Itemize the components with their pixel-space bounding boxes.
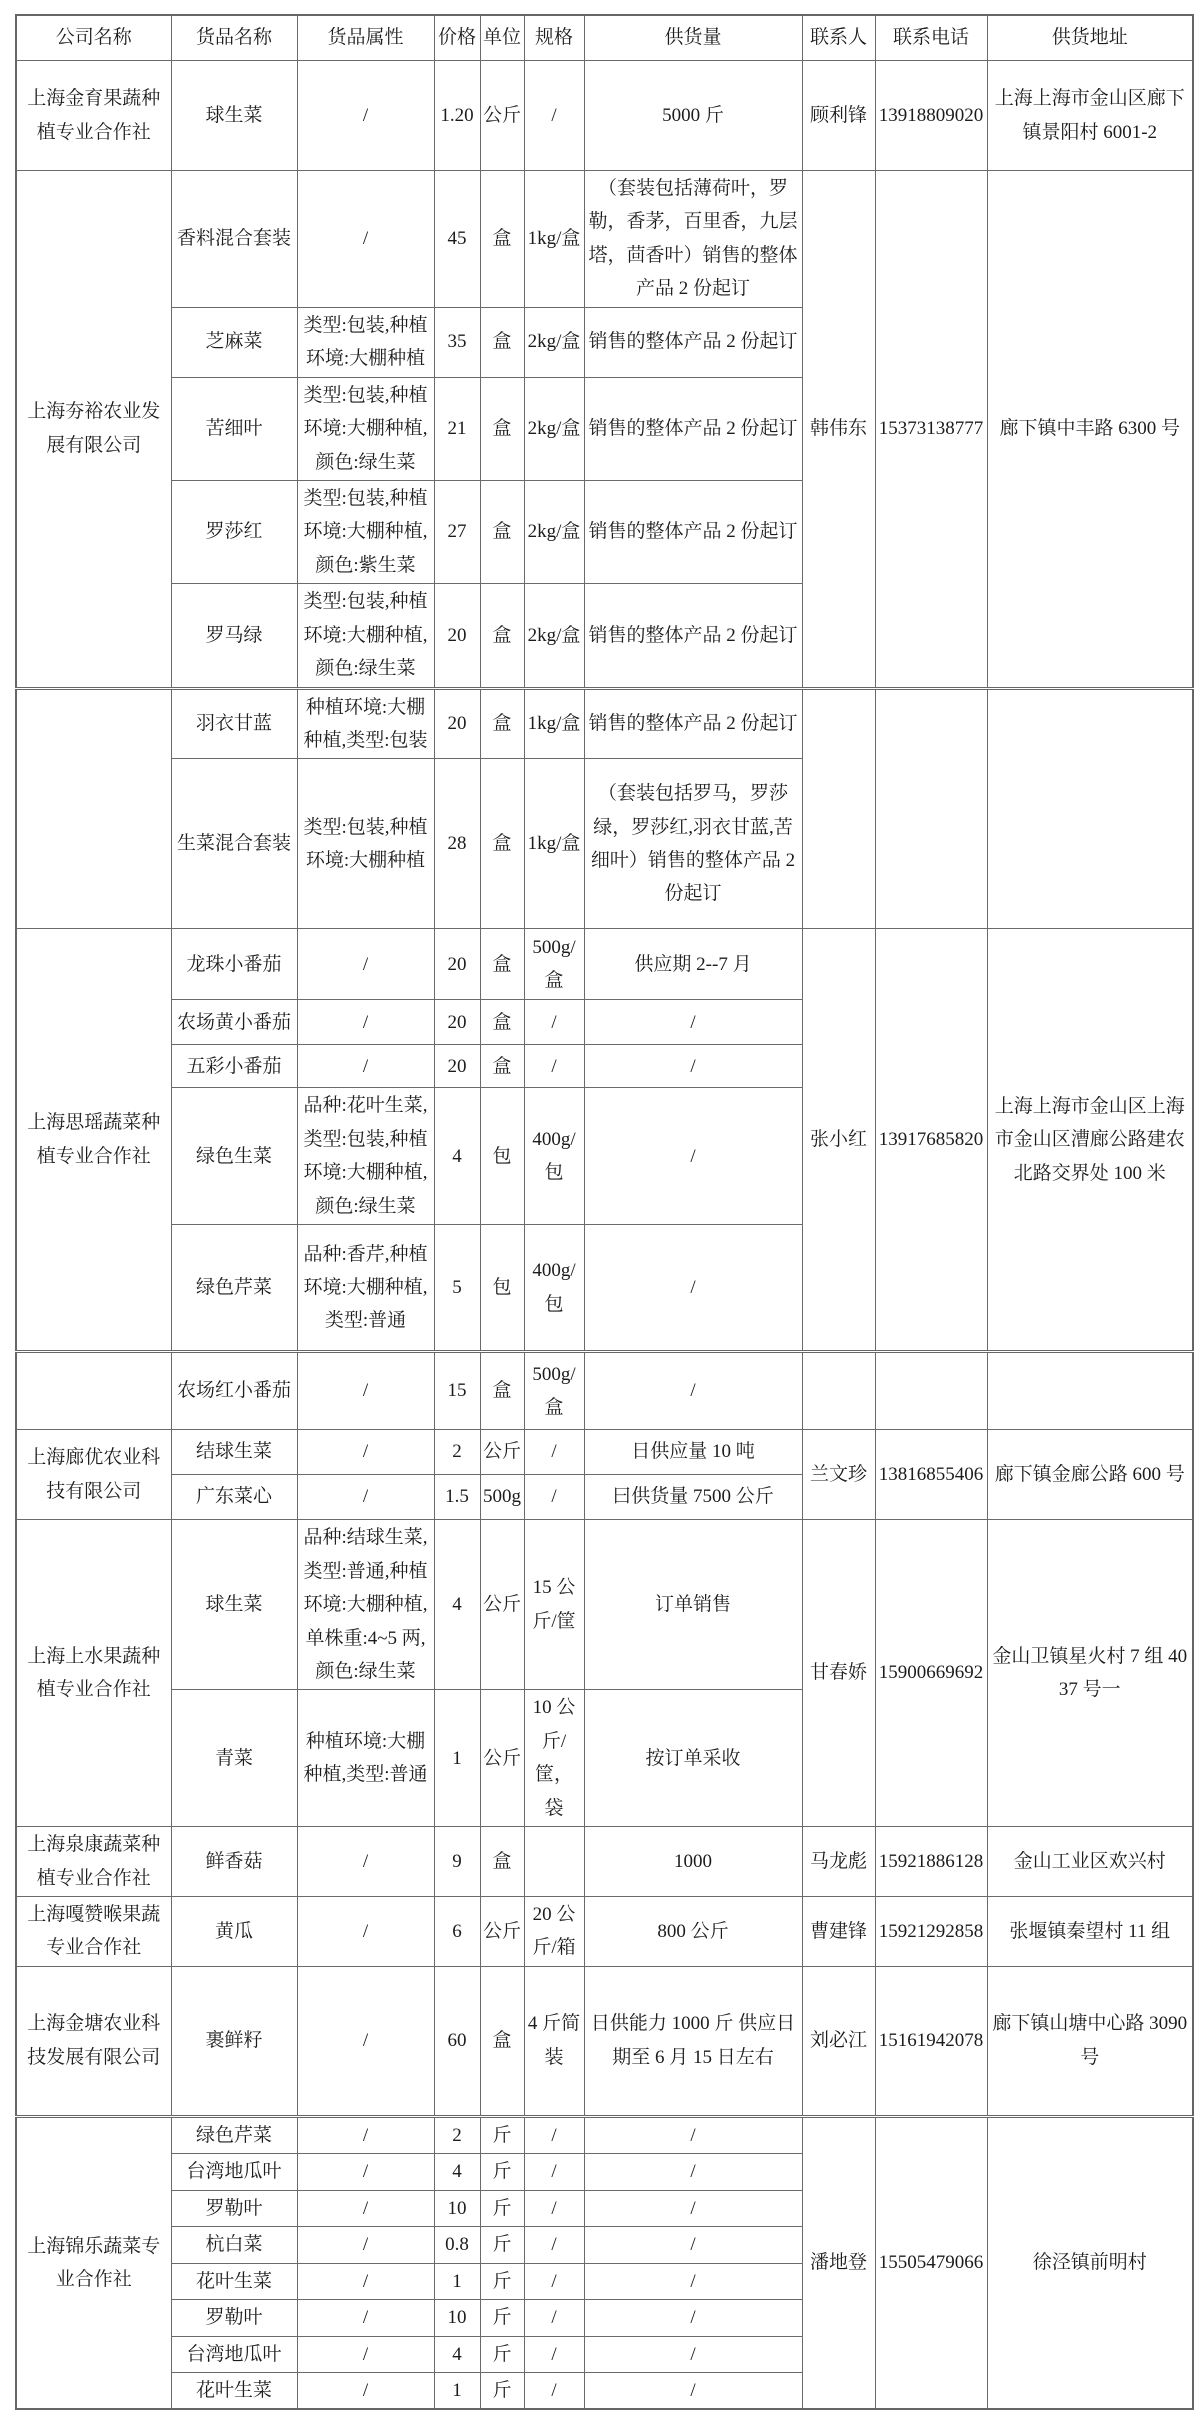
contact-person-cell: 马龙彪 (802, 1827, 875, 1897)
unit-cell: 斤 (480, 2227, 524, 2263)
supply-address-cell: 廊下镇山塘中心路 3090 号 (987, 1966, 1193, 2116)
supply-cell: / (584, 1352, 802, 1430)
header-row (16, 15, 1193, 61)
company-name-cell: 上海金育果蔬种植专业合作社 (16, 61, 171, 171)
unit-cell: 公斤 (480, 1690, 524, 1827)
spec-cell: 500g/盒 (524, 1352, 584, 1430)
product-attrs-cell: / (297, 929, 434, 1000)
product-name-cell: 香料混合套装 (171, 171, 297, 308)
unit-cell: 盒 (480, 929, 524, 1000)
product-name-cell: 绿色生菜 (171, 1088, 297, 1225)
spec-cell: 2kg/盒 (524, 377, 584, 480)
unit-cell: 盒 (480, 759, 524, 929)
product-attrs-cell: / (297, 2154, 434, 2190)
spec-cell: 400g/包 (524, 1088, 584, 1225)
price-cell: 9 (434, 1827, 480, 1897)
price-cell: 20 (434, 1000, 480, 1045)
product-attrs-cell: / (297, 61, 434, 171)
product-attrs-cell: 品种:香芹,种植环境:大棚种植,类型:普通 (297, 1225, 434, 1352)
price-cell: 20 (434, 929, 480, 1000)
supplier-table (15, 14, 1194, 2410)
company-name-cell (16, 688, 171, 929)
product-name-cell: 球生菜 (171, 1520, 297, 1690)
supply-cell: 日供能力 1000 斤 供应日期至 6 月 15 日左右 (584, 1966, 802, 2116)
supply-cell: 日供应量 10 吨 (584, 1430, 802, 1475)
contact-phone-cell: 13918809020 (875, 61, 987, 171)
price-cell: 60 (434, 1966, 480, 2116)
product-name-cell: 广东菜心 (171, 1475, 297, 1520)
unit-cell: 斤 (480, 2336, 524, 2372)
product-attrs-cell: 品种:结球生菜,类型:普通,种植环境:大棚种植,单株重:4~5 两,颜色:绿生菜 (297, 1520, 434, 1690)
product-name-cell: 苦细叶 (171, 377, 297, 480)
spec-cell: 2kg/盒 (524, 307, 584, 377)
product-name-cell: 农场黄小番茄 (171, 1000, 297, 1045)
unit-cell: 盒 (480, 377, 524, 480)
column-header: 联系电话 (875, 15, 987, 61)
spec-cell: / (524, 2190, 584, 2226)
product-attrs-cell: / (297, 2190, 434, 2226)
price-cell: 1 (434, 1690, 480, 1827)
product-name-cell: 罗莎红 (171, 480, 297, 583)
product-name-cell: 花叶生菜 (171, 2372, 297, 2409)
supplier-table-container (15, 14, 1188, 2410)
spec-cell: / (524, 2263, 584, 2299)
unit-cell: 斤 (480, 2190, 524, 2226)
contact-person-cell: 兰文珍 (802, 1430, 875, 1520)
price-cell: 4 (434, 2336, 480, 2372)
product-name-cell: 生菜混合套装 (171, 759, 297, 929)
spec-cell: / (524, 1000, 584, 1045)
company-name-cell: 上海夯裕农业发展有限公司 (16, 171, 171, 689)
product-attrs-cell: / (297, 1827, 434, 1897)
supply-cell: / (584, 2336, 802, 2372)
spec-cell: 1kg/盒 (524, 759, 584, 929)
product-attrs-cell: / (297, 2116, 434, 2153)
supply-address-cell: 金山卫镇星火村 7 组 4037 号一 (987, 1520, 1193, 1827)
product-name-cell: 绿色芹菜 (171, 1225, 297, 1352)
unit-cell: 盒 (480, 688, 524, 759)
contact-person-cell (802, 1352, 875, 1430)
product-name-cell: 台湾地瓜叶 (171, 2336, 297, 2372)
spec-cell: 2kg/盒 (524, 480, 584, 583)
unit-cell: 盒 (480, 171, 524, 308)
price-cell: 1 (434, 2372, 480, 2409)
product-attrs-cell: / (297, 171, 434, 308)
product-name-cell: 龙珠小番茄 (171, 929, 297, 1000)
contact-phone-cell: 13816855406 (875, 1430, 987, 1520)
spec-cell: / (524, 2372, 584, 2409)
supply-address-cell: 上海上海市金山区上海市金山区漕廊公路建农北路交界处 100 米 (987, 929, 1193, 1352)
price-cell: 1.5 (434, 1475, 480, 1520)
price-cell: 4 (434, 1520, 480, 1690)
product-attrs-cell: / (297, 1966, 434, 2116)
supply-cell: （套装包括罗马，罗莎绿，罗莎红,羽衣甘蓝,苦细叶）销售的整体产品 2 份起订 (584, 759, 802, 929)
supply-cell: 曰供货量 7500 公斤 (584, 1475, 802, 1520)
supply-address-cell: 张堰镇秦望村 11 组 (987, 1897, 1193, 1967)
supply-address-cell: 廊下镇中丰路 6300 号 (987, 171, 1193, 689)
price-cell: 20 (434, 1045, 480, 1088)
product-name-cell: 球生菜 (171, 61, 297, 171)
spec-cell: / (524, 2154, 584, 2190)
unit-cell: 公斤 (480, 1520, 524, 1690)
unit-cell: 斤 (480, 2372, 524, 2409)
supply-cell: 1000 (584, 1827, 802, 1897)
product-name-cell: 芝麻菜 (171, 307, 297, 377)
price-cell: 10 (434, 2300, 480, 2336)
supply-cell: / (584, 2372, 802, 2409)
price-cell: 35 (434, 307, 480, 377)
supply-cell: / (584, 2263, 802, 2299)
unit-cell: 500g (480, 1475, 524, 1520)
spec-cell: / (524, 2116, 584, 2153)
product-name-cell: 裹鲜籽 (171, 1966, 297, 2116)
price-cell: 0.8 (434, 2227, 480, 2263)
supply-cell: 销售的整体产品 2 份起订 (584, 688, 802, 759)
supply-cell: / (584, 2190, 802, 2226)
unit-cell: 斤 (480, 2116, 524, 2153)
contact-phone-cell (875, 688, 987, 929)
product-attrs-cell: 种植环境:大棚种植,类型:普通 (297, 1690, 434, 1827)
column-header: 公司名称 (16, 15, 171, 61)
supply-cell: / (584, 2227, 802, 2263)
spec-cell: 20 公斤/箱 (524, 1897, 584, 1967)
supply-cell: 800 公斤 (584, 1897, 802, 1967)
table-row (16, 61, 1193, 171)
supply-cell: / (584, 2300, 802, 2336)
table-row (16, 688, 1193, 759)
contact-phone-cell: 13917685820 (875, 929, 987, 1352)
product-attrs-cell: 类型:包装,种植环境:大棚种植,颜色:绿生菜 (297, 377, 434, 480)
supply-cell: 供应期 2--7 月 (584, 929, 802, 1000)
product-name-cell: 罗勒叶 (171, 2190, 297, 2226)
contact-person-cell: 张小红 (802, 929, 875, 1352)
price-cell: 15 (434, 1352, 480, 1430)
price-cell: 4 (434, 2154, 480, 2190)
price-cell: 28 (434, 759, 480, 929)
unit-cell: 盒 (480, 1000, 524, 1045)
spec-cell: 1kg/盒 (524, 171, 584, 308)
spec-cell: 1kg/盒 (524, 688, 584, 759)
product-attrs-cell: 类型:包装,种植环境:大棚种植,颜色:绿生菜 (297, 584, 434, 688)
contact-person-cell: 曹建锋 (802, 1897, 875, 1967)
contact-person-cell: 韩伟东 (802, 171, 875, 689)
company-name-cell: 上海思瑶蔬菜种植专业合作社 (16, 929, 171, 1352)
spec-cell: 400g/包 (524, 1225, 584, 1352)
contact-person-cell (802, 688, 875, 929)
unit-cell: 盒 (480, 1352, 524, 1430)
price-cell: 45 (434, 171, 480, 308)
unit-cell: 盒 (480, 480, 524, 583)
supply-cell: / (584, 2154, 802, 2190)
product-name-cell: 鲜香菇 (171, 1827, 297, 1897)
supply-address-cell: 上海上海市金山区廊下镇景阳村 6001-2 (987, 61, 1193, 171)
contact-person-cell: 甘春娇 (802, 1520, 875, 1827)
table-row (16, 1827, 1193, 1897)
table-row (16, 171, 1193, 308)
supply-address-cell: 金山工业区欢兴村 (987, 1827, 1193, 1897)
column-header: 规格 (524, 15, 584, 61)
supply-cell: / (584, 2116, 802, 2153)
supply-cell: 按订单采收 (584, 1690, 802, 1827)
product-name-cell: 台湾地瓜叶 (171, 2154, 297, 2190)
spec-cell: / (524, 1045, 584, 1088)
supply-cell: 销售的整体产品 2 份起订 (584, 584, 802, 688)
table-row (16, 1966, 1193, 2116)
contact-phone-cell: 15505479066 (875, 2116, 987, 2409)
supply-cell: 销售的整体产品 2 份起订 (584, 307, 802, 377)
spec-cell: / (524, 2300, 584, 2336)
product-name-cell: 青菜 (171, 1690, 297, 1827)
supply-address-cell: 廊下镇金廊公路 600 号 (987, 1430, 1193, 1520)
table-row (16, 1352, 1193, 1430)
contact-phone-cell: 15921292858 (875, 1897, 987, 1967)
spec-cell: 15 公斤/筐 (524, 1520, 584, 1690)
product-attrs-cell: / (297, 2263, 434, 2299)
unit-cell: 斤 (480, 2263, 524, 2299)
price-cell: 10 (434, 2190, 480, 2226)
column-header: 单位 (480, 15, 524, 61)
product-attrs-cell: 类型:包装,种植环境:大棚种植 (297, 307, 434, 377)
spec-cell: / (524, 2336, 584, 2372)
price-cell: 6 (434, 1897, 480, 1967)
product-attrs-cell: / (297, 1000, 434, 1045)
spec-cell: / (524, 1430, 584, 1475)
company-name-cell: 上海金塘农业科技发展有限公司 (16, 1966, 171, 2116)
unit-cell: 包 (480, 1225, 524, 1352)
price-cell: 1.20 (434, 61, 480, 171)
product-attrs-cell: / (297, 2336, 434, 2372)
spec-cell: / (524, 2227, 584, 2263)
product-attrs-cell: / (297, 2300, 434, 2336)
unit-cell: 盒 (480, 584, 524, 688)
product-attrs-cell: 类型:包装,种植环境:大棚种植,颜色:紫生菜 (297, 480, 434, 583)
spec-cell: 10 公斤/筐，袋 (524, 1690, 584, 1827)
contact-person-cell: 潘地登 (802, 2116, 875, 2409)
product-attrs-cell: / (297, 2372, 434, 2409)
product-attrs-cell: / (297, 1475, 434, 1520)
price-cell: 1 (434, 2263, 480, 2299)
supply-cell: 订单销售 (584, 1520, 802, 1690)
product-name-cell: 五彩小番茄 (171, 1045, 297, 1088)
product-attrs-cell: 品种:花叶生菜,类型:包装,种植环境:大棚种植,颜色:绿生菜 (297, 1088, 434, 1225)
product-attrs-cell: / (297, 1897, 434, 1967)
product-attrs-cell: / (297, 1352, 434, 1430)
unit-cell: 盒 (480, 307, 524, 377)
supply-address-cell (987, 688, 1193, 929)
price-cell: 27 (434, 480, 480, 583)
contact-phone-cell (875, 1352, 987, 1430)
product-name-cell: 黄瓜 (171, 1897, 297, 1967)
product-attrs-cell: / (297, 1045, 434, 1088)
table-row (16, 929, 1193, 1000)
unit-cell: 包 (480, 1088, 524, 1225)
price-cell: 20 (434, 584, 480, 688)
supply-cell: / (584, 1045, 802, 1088)
company-name-cell: 上海泉康蔬菜种植专业合作社 (16, 1827, 171, 1897)
column-header: 货品属性 (297, 15, 434, 61)
spec-cell: 4 斤简装 (524, 1966, 584, 2116)
price-cell: 5 (434, 1225, 480, 1352)
product-attrs-cell: 类型:包装,种植环境:大棚种植 (297, 759, 434, 929)
product-attrs-cell: 种植环境:大棚种植,类型:包装 (297, 688, 434, 759)
spec-cell: / (524, 61, 584, 171)
product-attrs-cell: / (297, 2227, 434, 2263)
product-name-cell: 绿色芹菜 (171, 2116, 297, 2153)
unit-cell: 盒 (480, 1045, 524, 1088)
price-cell: 2 (434, 2116, 480, 2153)
unit-cell: 公斤 (480, 1430, 524, 1475)
supply-address-cell: 徐泾镇前明村 (987, 2116, 1193, 2409)
table-row (16, 2116, 1193, 2153)
supply-cell: / (584, 1225, 802, 1352)
supply-cell: / (584, 1000, 802, 1045)
company-name-cell: 上海嘎赞喉果蔬专业合作社 (16, 1897, 171, 1967)
contact-person-cell: 刘必江 (802, 1966, 875, 2116)
column-header: 供货地址 (987, 15, 1193, 61)
company-name-cell: 上海上水果蔬种植专业合作社 (16, 1520, 171, 1827)
company-name-cell: 上海锦乐蔬菜专业合作社 (16, 2116, 171, 2409)
product-name-cell: 罗勒叶 (171, 2300, 297, 2336)
contact-phone-cell: 15921886128 (875, 1827, 987, 1897)
supply-cell: 5000 斤 (584, 61, 802, 171)
price-cell: 21 (434, 377, 480, 480)
supply-cell: 销售的整体产品 2 份起订 (584, 480, 802, 583)
unit-cell: 盒 (480, 1827, 524, 1897)
product-name-cell: 杭白菜 (171, 2227, 297, 2263)
unit-cell: 斤 (480, 2154, 524, 2190)
unit-cell: 公斤 (480, 61, 524, 171)
spec-cell: 2kg/盒 (524, 584, 584, 688)
column-header: 货品名称 (171, 15, 297, 61)
table-row (16, 1520, 1193, 1690)
contact-phone-cell: 15161942078 (875, 1966, 987, 2116)
column-header: 联系人 (802, 15, 875, 61)
price-cell: 20 (434, 688, 480, 759)
supply-cell: （套装包括薄荷叶，罗勒，香茅，百里香，九层塔，茴香叶）销售的整体产品 2 份起订 (584, 171, 802, 308)
unit-cell: 公斤 (480, 1897, 524, 1967)
spec-cell: / (524, 1475, 584, 1520)
company-name-cell: 上海廊优农业科技有限公司 (16, 1430, 171, 1520)
supply-address-cell (987, 1352, 1193, 1430)
column-header: 供货量 (584, 15, 802, 61)
product-name-cell: 结球生菜 (171, 1430, 297, 1475)
supply-cell: / (584, 1088, 802, 1225)
product-name-cell: 罗马绿 (171, 584, 297, 688)
product-name-cell: 农场红小番茄 (171, 1352, 297, 1430)
price-cell: 4 (434, 1088, 480, 1225)
table-row (16, 1430, 1193, 1475)
company-name-cell (16, 1352, 171, 1430)
product-name-cell: 羽衣甘蓝 (171, 688, 297, 759)
spec-cell: 500g/盒 (524, 929, 584, 1000)
column-header: 价格 (434, 15, 480, 61)
price-cell: 2 (434, 1430, 480, 1475)
spec-cell (524, 1827, 584, 1897)
contact-person-cell: 顾利锋 (802, 61, 875, 171)
contact-phone-cell: 15373138777 (875, 171, 987, 689)
supply-cell: 销售的整体产品 2 份起订 (584, 377, 802, 480)
unit-cell: 盒 (480, 1966, 524, 2116)
unit-cell: 斤 (480, 2300, 524, 2336)
product-attrs-cell: / (297, 1430, 434, 1475)
contact-phone-cell: 15900669692 (875, 1520, 987, 1827)
table-row (16, 1897, 1193, 1967)
product-name-cell: 花叶生菜 (171, 2263, 297, 2299)
